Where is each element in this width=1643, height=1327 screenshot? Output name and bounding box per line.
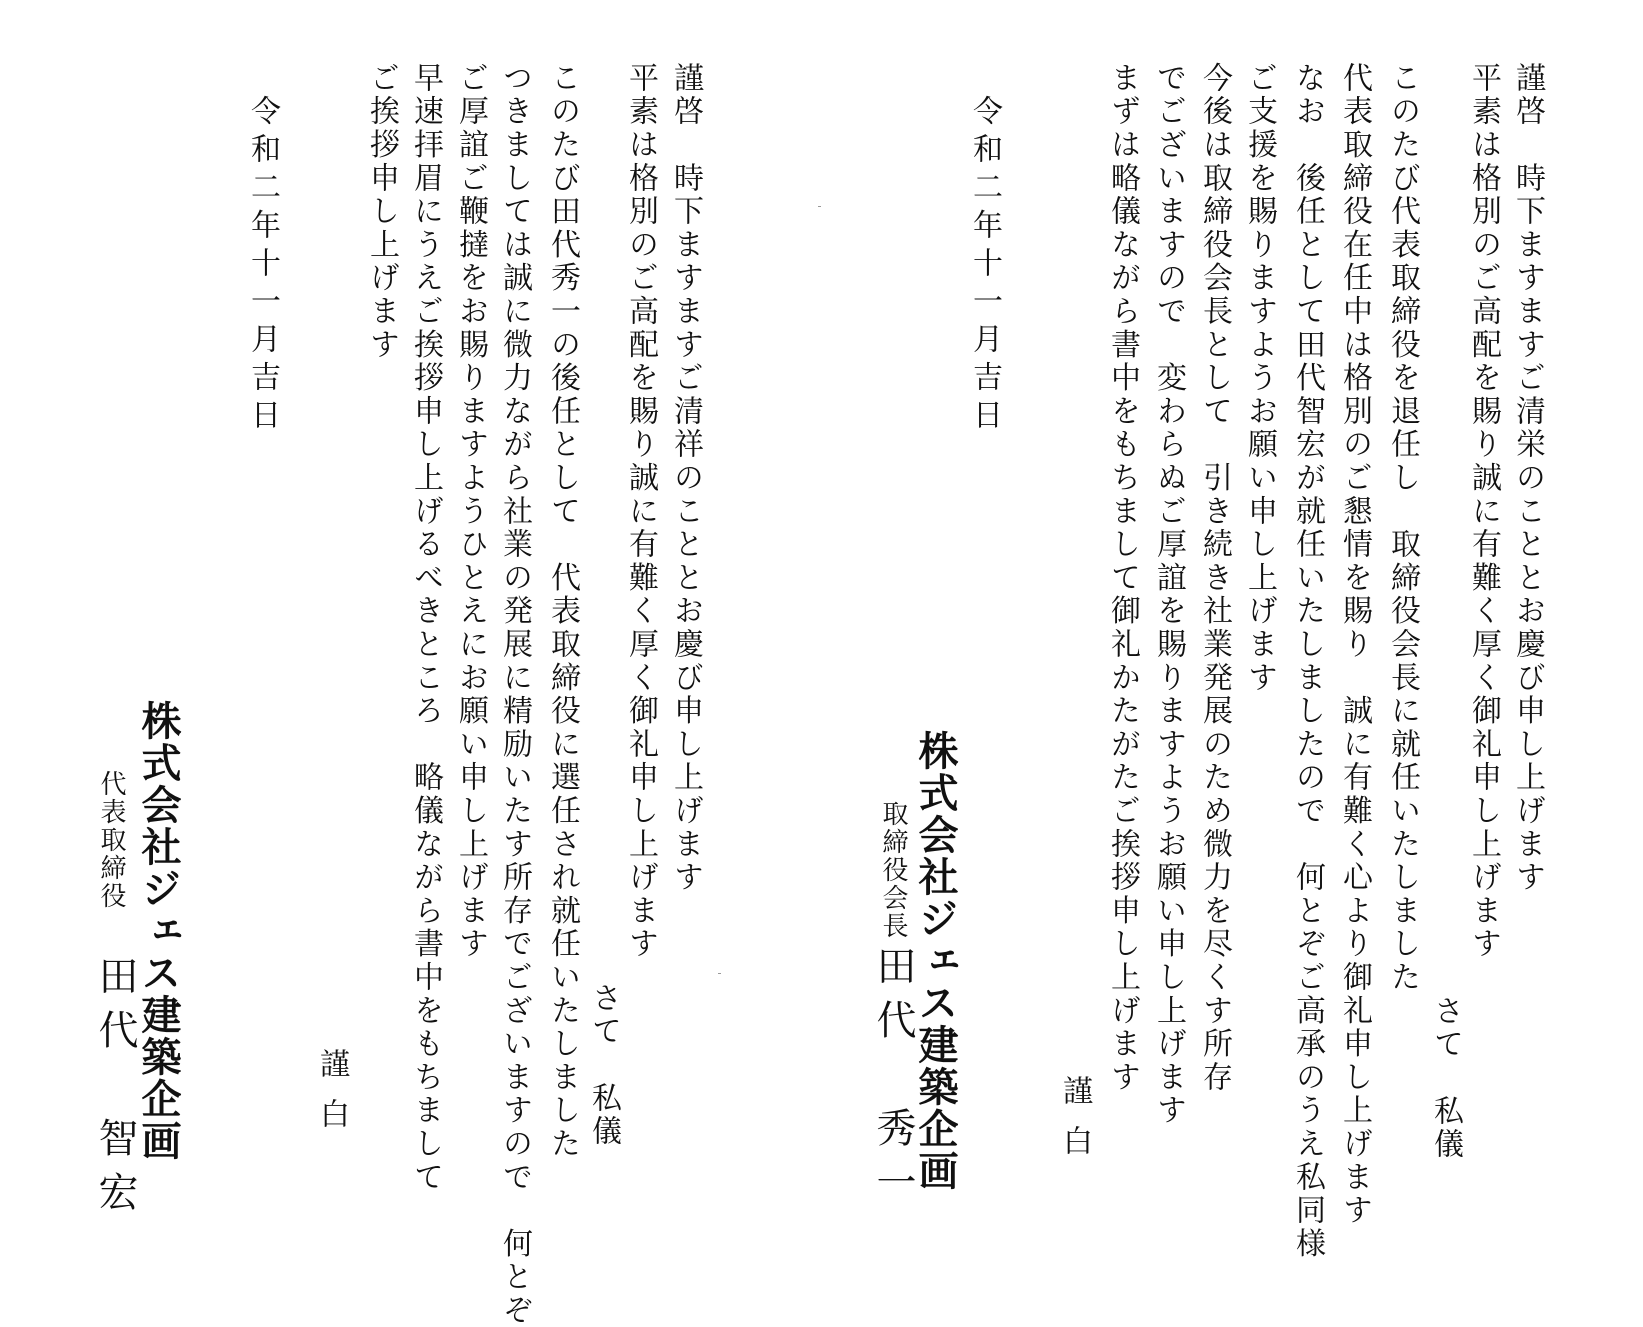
letter-line: ご厚誼ご鞭撻をお賜りますようひとえにお願い申し上げます [453,62,488,962]
letter-line: なお 後任として田代智宏が就任いたしましたので 何とぞご高承のうえ私同様 [1290,62,1325,1261]
date: 令和二年十一月吉日 [245,95,280,437]
letter-right [820,0,1643,1261]
scan-speck [718,973,721,974]
letter-line: 謹啓 時下ますますご清栄のこととお慶び申し上げます [1510,62,1545,895]
company-name: 株式会社ジェス建築企画 [135,700,182,1162]
signer-name: 田代 智宏 [92,955,138,1225]
letter-line: 謹啓 時下ますますご清祥のこととお慶び申し上げます [668,62,703,895]
company-name: 株式会社ジェス建築企画 [912,730,959,1192]
letter-line: まずは略儀ながら書中をもちまして御礼かたがたご挨拶申し上げます [1105,62,1140,1095]
letter-line: 代表取締役在任中は格別のご懇情を賜り 誠に有難く心より御礼申し上げます [1337,62,1372,1228]
date: 令和二年十一月吉日 [967,95,1002,437]
letter-line: さて 私儀 [586,982,621,1149]
signer-title: 代表取締役 [96,770,126,910]
scan-speck [818,206,821,207]
letter-line: つきましては誠に微力ながら社業の発展に精励いたす所存でございますので 何とぞ [497,62,532,1327]
letter-line: このたび田代秀一の後任として 代表取締役に選任され就任いたしました [545,62,580,1161]
signer-name: 田代 秀一 [870,945,916,1215]
letter-line: 早速拝眉にうえご挨拶申し上げるべきところ 略儀ながら書中をもちまして [408,62,443,1195]
letter-line: 平素は格別のご高配を賜り誠に有難く厚く御礼申し上げます [623,62,658,962]
letter-line: 今後は取締役会長として 引き続き社業発展のため微力を尽くす所存 [1197,62,1232,1095]
closing-kinpaku: 謹白 [314,1048,349,1148]
signer-title: 取締役会長 [878,800,908,940]
letter-line: さて 私儀 [1428,995,1463,1162]
letter-line: このたび代表取締役を退任し 取締役会長に就任いたしました [1385,62,1420,995]
letter-left [0,0,820,1327]
letter-line: ご支援を賜りますようお願い申し上げます [1242,62,1277,695]
letter-line: ご挨拶申し上げます [364,62,399,362]
letter-line: 平素は格別のご高配を賜り誠に有難く厚く御礼申し上げます [1466,62,1501,962]
letter-line: でございますので 変わらぬご厚誼を賜りますようお願い申し上げます [1151,62,1186,1128]
closing-kinpaku: 謹白 [1057,1075,1092,1175]
